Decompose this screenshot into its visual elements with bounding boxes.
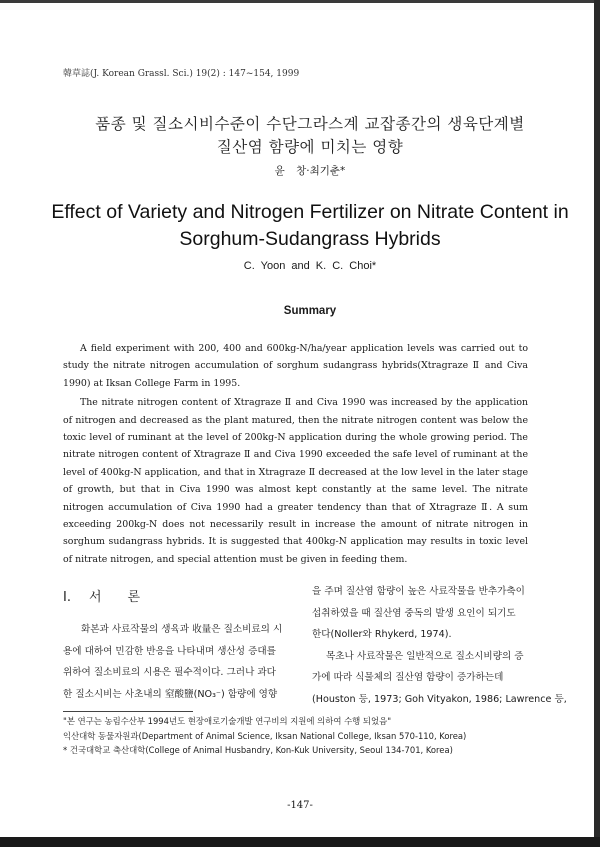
footnote-affiliation-2: * 건국대학교 축산대학(College of Animal Husbandry, Kon-Kuk University, Seoul 134-701, Korea) — [63, 745, 453, 755]
body-line: 용에 대하여 민감한 반응을 나타내며 생산성 증대를 — [63, 645, 276, 657]
scan-border-right — [594, 0, 600, 847]
summary-heading: Summary — [283, 305, 337, 317]
body-line: 목초나 사료작물은 일반적으로 질소시비량의 증 — [326, 650, 524, 662]
summary-abstract — [63, 340, 528, 570]
body-line: 섭취하였을 때 질산염 중독의 발생 요인이 되기도 — [312, 607, 516, 619]
scan-border-top — [0, 0, 600, 3]
body-column-left — [63, 619, 287, 705]
body-line: 을 주며 질산염 함량이 높은 사료작물을 반추가축이 — [312, 586, 525, 597]
english-title-line-2: Sorghum-Sudangrass Hybrids — [179, 228, 441, 250]
footnote-divider — [63, 711, 193, 712]
footnotes — [63, 714, 466, 758]
body-line: 한다(Noller와 Rhykerd, 1974). — [312, 629, 452, 640]
body-column-right — [312, 581, 567, 710]
section-title-part-2: 론 — [127, 590, 141, 605]
korean-title-line-2: 질산염 함량에 미치는 영향 — [216, 138, 404, 156]
body-line: (Houston 등, 1973; Goh Vityakon, 1986; Lawrence 등, — [312, 693, 567, 705]
english-authors: C. Yoon and K. C. Choi* — [243, 260, 377, 272]
body-line: 가에 따라 식물체의 질산염 함량이 증가하는데 — [312, 672, 504, 683]
body-line: 한 질소시비는 사초내의 窒酸鹽(NO₃⁻) 함량에 영향 — [63, 688, 278, 700]
footnote-affiliation-1: 익산대학 동물자원과(Department of Animal Science, Iksan National College, Iksan 570-110, Korea) — [63, 730, 467, 741]
korean-authors: 윤 창·최기춘* — [274, 165, 346, 177]
section-title-part-1: 서 — [88, 590, 102, 605]
section-number: Ⅰ. — [63, 590, 71, 605]
body-line: 화본과 사료작물의 생육과 收量은 질소비료의 시 — [81, 624, 283, 635]
summary-paragraph-1: A field experiment with 200, 400 and 600kg-N/ha/year application levels was carried out to study the nitrate nitrogen accumulation of sorghum sudangrass hybrids(Xtragraze Ⅱ and Civa 1990) at Iksan College Farm in 1995. — [63, 343, 528, 389]
footnote-funding: "본 연구는 농림수산부 1994년도 현장애로기술개발 연구비의 지원에 의하여 수행 되었음" — [63, 716, 392, 726]
summary-paragraph-2: The nitrate nitrogen content of Xtragraze Ⅱ and Civa 1990 was increased by the application of nitrogen and decreased as the plant matured, then the nitrate nitrogen content was below the toxic level of ruminant at the level of 200kg-N application during the whole growing period. The nitrate nitrogen content of Xtragraze Ⅱ and Civa 1990 exceeded the safe level of ruminant at the level of 400kg-N application, and that in Xtragraze Ⅱ decreased at the low level in the later stage of growth, but that in Civa 1990 was almost kept constantly at the same level. The nitrate nitrogen accumulation of Civa 1990 had a greater tendency than that of Xtragraze Ⅱ. A sum exceeding 200kg-N does not necessarily result in increase the amount of nitrate nitrogen in sorghum sudangrass hybrids. It is suggested that 400kg-N application may results in toxic level of nitrate nitrogen, and special attention must be given in feeding them. — [63, 397, 528, 565]
korean-title-line-1: 품종 및 질소시비수준이 수단그라스계 교잡종간의 생육단계별 — [95, 115, 525, 133]
body-line: 위하여 질소비료의 시용은 필수적이다. 그러나 과다 — [63, 667, 276, 678]
page-number: -147- — [287, 800, 313, 811]
scan-border-bottom — [0, 837, 600, 847]
section-heading-introduction — [63, 586, 140, 605]
journal-header: 韓草誌(J. Korean Grassl. Sci.) 19(2) : 147~154, 1999 — [63, 69, 300, 79]
english-title-line-1: Effect of Variety and Nitrogen Fertilizer on Nitrate Content in — [51, 201, 569, 223]
